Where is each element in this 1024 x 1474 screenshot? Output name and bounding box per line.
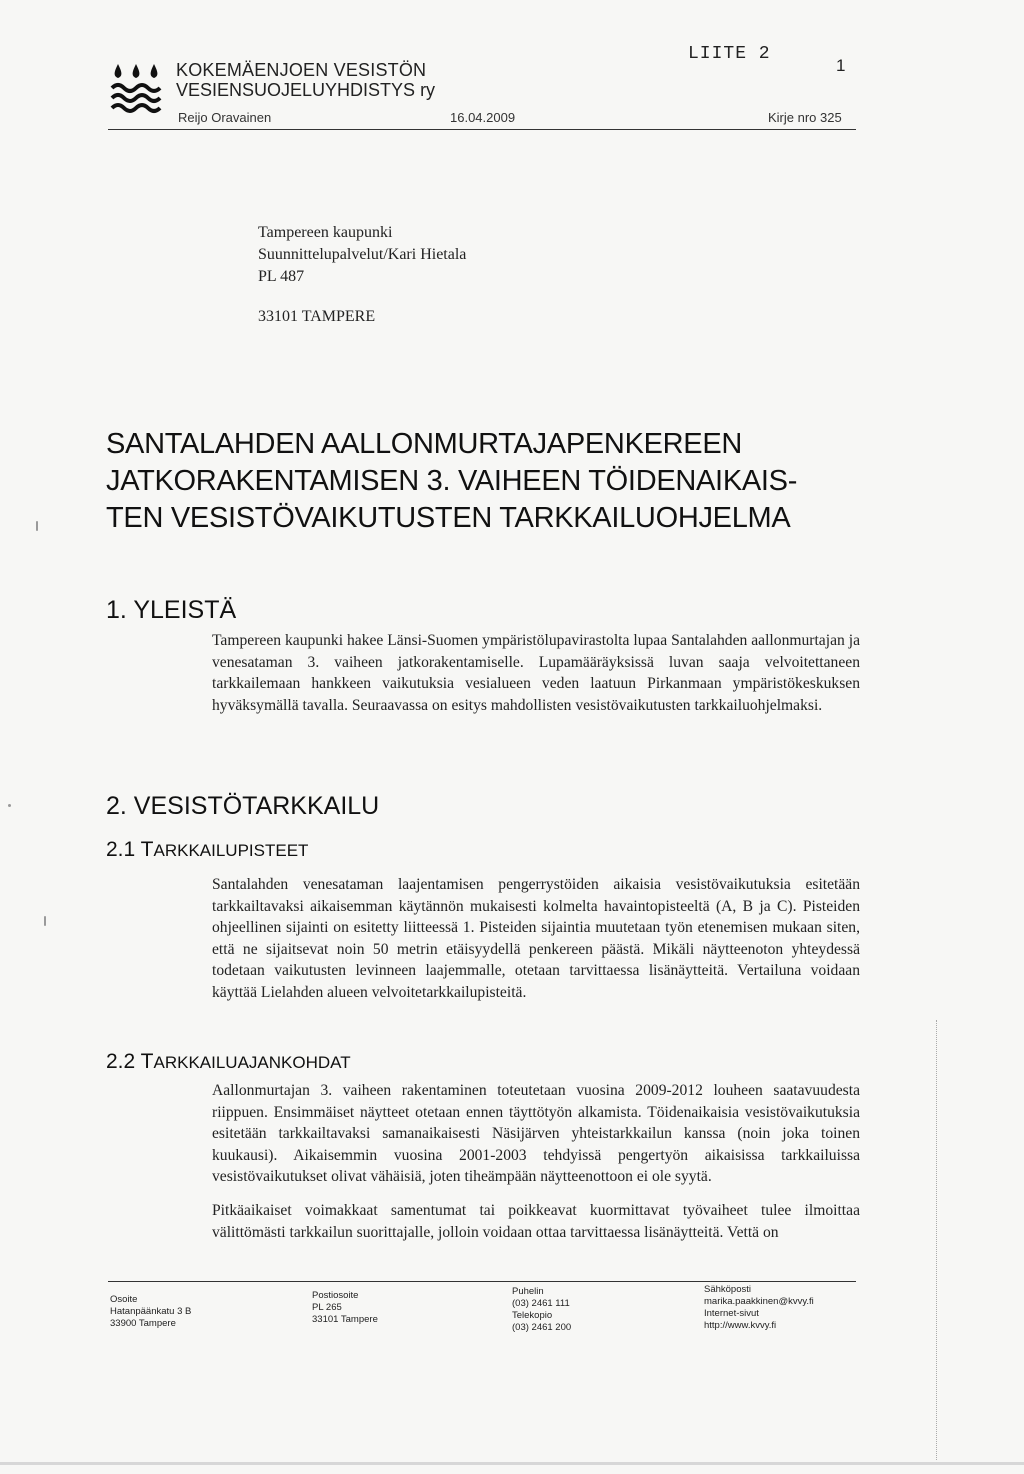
footer-label: Puhelin bbox=[512, 1286, 544, 1297]
recipient-line: Tampereen kaupunki bbox=[258, 224, 393, 241]
letter-number: Kirje nro 325 bbox=[768, 110, 842, 125]
section-body: Santalahden venesataman laajentamisen pengerrystöiden aikaisia vesistövaikutuksia esitetään tarkkailtavaksi aikaisemman käytännön mukaisesti kolmelta havaintopisteeltä (A, B ja C). Pisteiden ohjeellinen sijainti on esitetty liitteessä 1. Pisteiden sijaintia muutetaan työn etenemisen mukaan siten, että ne sijaitsevat noin 50 metrin etäisyydellä penkereen päästä. Mikäli näytteenoton yhteydessä todetaan vaikutusten levinneen laajemmalle, otetaan tarvittaessa lisänäytteitä. Vertailuna voidaan käyttää Lielahden alueen velvoitetarkkailupisteitä. bbox=[212, 876, 860, 1001]
footer-email[interactable]: marika.paakkinen@kvvy.fi bbox=[704, 1296, 814, 1307]
footer-label: Osoite bbox=[110, 1294, 138, 1305]
subsection-number: 2.1 bbox=[106, 838, 141, 861]
subsection-heading bbox=[106, 838, 308, 862]
footer-website[interactable]: http://www.kvvy.fi bbox=[704, 1320, 777, 1331]
document-title-line: JATKORAKENTAMISEN 3. VAIHEEN TÖIDENAIKAIS- bbox=[106, 465, 798, 497]
scan-artifact bbox=[0, 1462, 1024, 1465]
footer-label: Sähköposti bbox=[704, 1284, 752, 1295]
recipient-city: 33101 TAMPERE bbox=[258, 308, 376, 325]
subsection-number: 2.2 bbox=[106, 1050, 141, 1073]
scan-artifact bbox=[936, 1020, 938, 1460]
section-heading: 2. VESISTÖTARKKAILU bbox=[106, 792, 380, 820]
letter-date: 16.04.2009 bbox=[450, 110, 516, 125]
document-title-line: TEN VESISTÖVAIKUTUSTEN TARKKAILUOHJELMA bbox=[106, 502, 791, 534]
subsection-heading bbox=[106, 1050, 351, 1074]
recipient-line: PL 487 bbox=[258, 268, 305, 285]
document-title-line: SANTALAHDEN AALLONMURTAJAPENKEREEN bbox=[106, 428, 743, 460]
subsection-title: ARKKAILUAJANKOHDAT bbox=[153, 1053, 351, 1072]
footer-value: PL 265 bbox=[312, 1302, 342, 1313]
scan-artifact bbox=[36, 521, 38, 531]
footer-postal bbox=[312, 1290, 378, 1326]
footer-label: Postiosoite bbox=[312, 1290, 359, 1301]
footer-contact bbox=[704, 1284, 814, 1332]
section-body: Pitkäaikaiset voimakkaat samentumat tai poikkeavat kuormittavat työvaiheet tulee ilmoittaa välittömästi tarkkailun suorittajalle, jolloin voidaan ottaa tarvittaessa lisänäytteitä. Vettä on bbox=[212, 1202, 860, 1241]
page-number: 1 bbox=[836, 56, 846, 75]
subsection-initial: T bbox=[140, 838, 154, 861]
scan-artifact bbox=[8, 804, 11, 807]
header-divider bbox=[108, 129, 856, 130]
footer-value: (03) 2461 111 bbox=[512, 1298, 570, 1309]
footer-phone bbox=[512, 1286, 571, 1334]
footer-address bbox=[110, 1294, 191, 1330]
section-body: Aallonmurtajan 3. vaiheen rakentaminen toteutetaan vuosina 2009-2012 louheen saatavuudesta riippuen. Ensimmäiset näytteet otetaan ennen täyttötyön alkamista. Töidenaikaisia vesistövaikutuksia esitetään tarkkailtavaksi samanaikaisesti Näsijärven yhteistarkkailun kanssa (noin joka toinen kuukausi). Aikaisemmin vuosina 2001-2003 tehdyissä pengertyön aikaisissa tarkkailuissa vesistövaikutukset olivat vähäisiä, joten tiheämpään näytteenottoon ei ole syytä. bbox=[212, 1082, 860, 1185]
footer-value: (03) 2461 200 bbox=[512, 1322, 572, 1333]
subsection-initial: T bbox=[140, 1050, 154, 1073]
recipient-line: Suunnittelupalvelut/Kari Hietala bbox=[258, 246, 467, 263]
organization-logo bbox=[110, 58, 166, 116]
footer-label: Internet-sivut bbox=[704, 1308, 759, 1319]
subsection-title: ARKKAILUPISTEET bbox=[153, 841, 309, 860]
section-heading: 1. YLEISTÄ bbox=[106, 596, 237, 624]
footer-label: Telekopio bbox=[512, 1310, 553, 1321]
scan-artifact bbox=[44, 916, 46, 926]
attachment-label: LIITE 2 bbox=[688, 44, 771, 64]
footer-value: 33900 Tampere bbox=[110, 1318, 176, 1329]
footer-value: Hatanpäänkatu 3 B bbox=[110, 1306, 192, 1317]
section-body: Tampereen kaupunki hakee Länsi-Suomen ympäristölupavirastolta lupaa Santalahden aallonmurtajan ja venesataman 3. vaiheen jatkorakentamiselle. Lupamääräyksissä luvan saaja velvoitettaneen tarkkailemaan hankkeen vaikutuksia vesialueen veden laatuun Pirkanmaan ympäristökeskuksen hyväksymällä tavalla. Seuraavassa on esitys mahdollisten vesistövaikutusten tarkkailuohjelmaksi. bbox=[212, 632, 860, 714]
footer-divider bbox=[108, 1281, 856, 1282]
organization-name-line1: KOKEMÄENJOEN VESISTÖN bbox=[176, 60, 427, 80]
organization-name-line2: VESIENSUOJELUYHDISTYS ry bbox=[176, 80, 436, 100]
author-name: Reijo Oravainen bbox=[178, 110, 272, 125]
footer-value: 33101 Tampere bbox=[312, 1314, 378, 1325]
